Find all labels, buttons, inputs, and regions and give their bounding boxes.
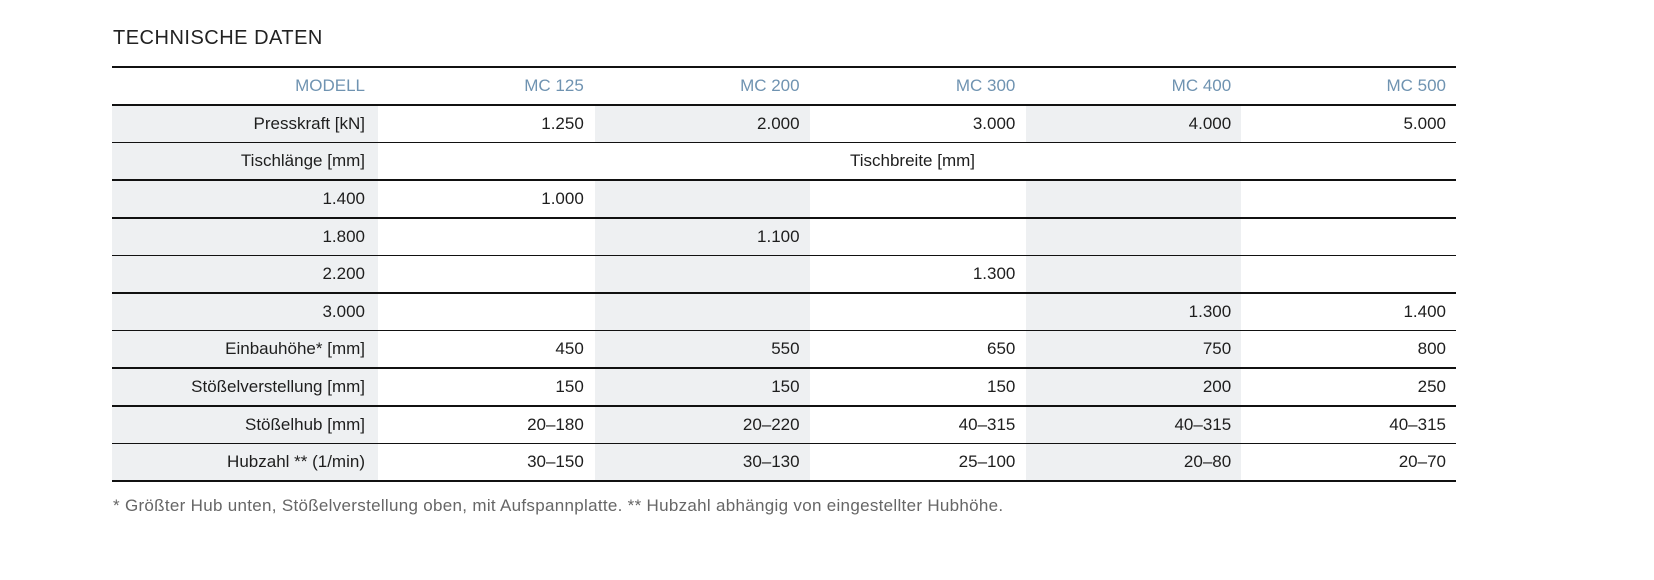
row-label: Tischlänge [mm] xyxy=(112,143,379,181)
cell: 1.100 xyxy=(594,218,810,256)
table-row xyxy=(112,218,1456,256)
cell: 550 xyxy=(594,331,810,369)
table-row xyxy=(112,368,1456,406)
cell: 250 xyxy=(1242,368,1456,406)
cell: 30–150 xyxy=(379,444,595,482)
cell xyxy=(810,293,1026,331)
cell xyxy=(810,180,1026,218)
header-mc300: MC 300 xyxy=(810,67,1026,105)
cell: 150 xyxy=(810,368,1026,406)
cell: 5.000 xyxy=(1242,105,1456,143)
cell: 3.000 xyxy=(810,105,1026,143)
cell: 20–220 xyxy=(594,406,810,444)
cell: 1.300 xyxy=(1026,293,1242,331)
footnote: * Größter Hub unten, Stößelverstellung oben, mit Aufspannplatte. ** Hubzahl abhängig von eingestellter Hubhöhe. xyxy=(113,496,1004,515)
cell: 1.000 xyxy=(379,180,595,218)
cell xyxy=(594,180,810,218)
header-mc125: MC 125 xyxy=(379,67,595,105)
header-mc200: MC 200 xyxy=(594,67,810,105)
table-row xyxy=(112,143,1456,181)
table-row xyxy=(112,444,1456,482)
cell: 750 xyxy=(1026,331,1242,369)
cell xyxy=(379,218,595,256)
header-mc400: MC 400 xyxy=(1026,67,1242,105)
row-label: Stößelverstellung [mm] xyxy=(112,368,379,406)
cell: 200 xyxy=(1026,368,1242,406)
row-label: Einbauhöhe* [mm] xyxy=(112,331,379,369)
row-label: Stößelhub [mm] xyxy=(112,406,379,444)
table-row xyxy=(112,331,1456,369)
table-row xyxy=(112,406,1456,444)
table-row xyxy=(112,180,1456,218)
row-label: 3.000 xyxy=(112,293,379,331)
cell xyxy=(379,256,595,294)
header-mc500: MC 500 xyxy=(1242,67,1456,105)
table-header-row xyxy=(112,67,1456,105)
header-model: MODELL xyxy=(112,67,379,105)
cell: 650 xyxy=(810,331,1026,369)
table-row xyxy=(112,293,1456,331)
cell xyxy=(1026,256,1242,294)
row-label: 1.400 xyxy=(112,180,379,218)
cell: 150 xyxy=(379,368,595,406)
cell: 2.000 xyxy=(594,105,810,143)
cell: 1.400 xyxy=(1242,293,1456,331)
row-label: Hubzahl ** (1/min) xyxy=(112,444,379,482)
cell xyxy=(1242,256,1456,294)
cell: 40–315 xyxy=(810,406,1026,444)
cell xyxy=(1242,180,1456,218)
cell xyxy=(379,293,595,331)
table-row xyxy=(112,256,1456,294)
cell xyxy=(1026,218,1242,256)
cell: 1.250 xyxy=(379,105,595,143)
cell: 40–315 xyxy=(1026,406,1242,444)
row-label: 2.200 xyxy=(112,256,379,294)
specs-table xyxy=(112,66,1456,482)
cell: 40–315 xyxy=(1242,406,1456,444)
cell: 30–130 xyxy=(594,444,810,482)
cell xyxy=(1026,180,1242,218)
row-label: Presskraft [kN] xyxy=(112,105,379,143)
cell xyxy=(594,293,810,331)
table-row xyxy=(112,105,1456,143)
cell: 800 xyxy=(1242,331,1456,369)
cell: 25–100 xyxy=(810,444,1026,482)
cell: 1.300 xyxy=(810,256,1026,294)
cell: 20–180 xyxy=(379,406,595,444)
cell xyxy=(1242,218,1456,256)
cell: 20–70 xyxy=(1242,444,1456,482)
cell xyxy=(810,218,1026,256)
cell: 150 xyxy=(594,368,810,406)
row-label: 1.800 xyxy=(112,218,379,256)
cell: 4.000 xyxy=(1026,105,1242,143)
span-label: Tischbreite [mm] xyxy=(379,143,1457,181)
section-title: TECHNISCHE DATEN xyxy=(113,27,323,49)
cell: 450 xyxy=(379,331,595,369)
cell xyxy=(594,256,810,294)
cell: 20–80 xyxy=(1026,444,1242,482)
